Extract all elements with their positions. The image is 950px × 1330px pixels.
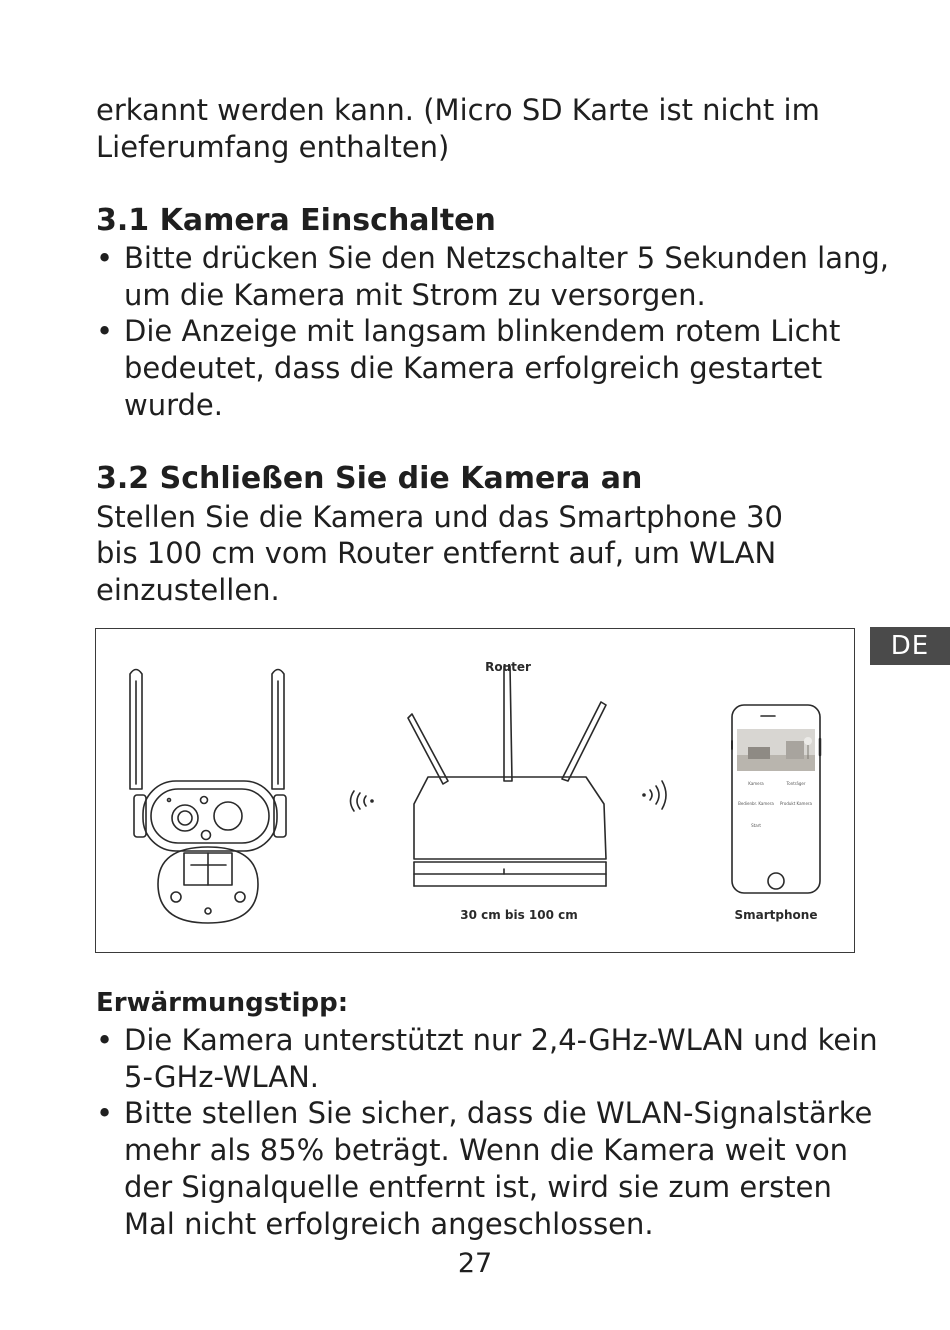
section-heading-3-1: 3.1 Kamera Einschalten (96, 203, 496, 238)
setup-illustration (95, 628, 855, 953)
distance-label: 30 cm bis 100 cm (460, 908, 578, 922)
intro-line-2: Lieferumfang enthalten) (96, 130, 450, 164)
list-item (96, 1022, 896, 1096)
router-icon (408, 666, 606, 886)
router-label: Router (485, 660, 531, 674)
section-heading-3-2: 3.2 Schließen Sie die Kamera an (96, 461, 643, 496)
page-number: 27 (457, 1248, 493, 1279)
smartphone-label: Smartphone (734, 908, 818, 922)
bullet-icon: • (96, 1096, 114, 1130)
intro-line-1: erkannt werden kann. (Micro SD Karte ist nicht im (96, 93, 820, 127)
tip-heading: Erwärmungstipp: (96, 988, 349, 1018)
list-item (96, 240, 896, 314)
phone-screen-label: Start (751, 823, 761, 828)
phone-screen-image (737, 729, 815, 771)
bullet-icon: • (96, 1023, 114, 1057)
phone-screen-label: Tonträger (786, 781, 806, 786)
bullet-icon: • (96, 314, 114, 348)
paragraph-line: Stellen Sie die Kamera und das Smartphone 30 (96, 500, 783, 534)
bullet-text: Die Kamera unterstützt nur 2,4-GHz-WLAN und kein 5-GHz-WLAN. (124, 1023, 878, 1094)
bullet-text: Bitte drücken Sie den Netzschalter 5 Sekunden lang, um die Kamera mit Strom zu versorgen. (124, 241, 889, 312)
paragraph-line: einzustellen. (96, 573, 280, 607)
phone-screen-label: Bedienbr. Kamera (738, 801, 774, 806)
wifi-signal-icon (351, 791, 374, 811)
bullet-icon: • (96, 241, 114, 275)
phone-screen-label: Produkt Kamera (779, 801, 813, 806)
list-item (96, 313, 896, 424)
language-tab: DE (870, 627, 950, 665)
camera-icon (130, 670, 286, 924)
setup-illustration-svg (96, 629, 856, 954)
wifi-signal-icon (643, 781, 666, 809)
bullet-text: Die Anzeige mit langsam blinkendem rotem Licht bedeutet, dass die Kamera erfolgreich gestartet wurde. (124, 314, 841, 422)
paragraph-line: bis 100 cm vom Router entfernt auf, um WLAN (96, 536, 777, 570)
bullet-text: Bitte stellen Sie sicher, dass die WLAN-Signalstärke mehr als 85% beträgt. Wenn die Kamera weit von der Signalquelle entfernt ist, wird sie zum ersten Mal nicht erfolgreich angeschlossen. (124, 1096, 873, 1241)
phone-screen-label: Kamera (748, 781, 764, 786)
list-item (96, 1095, 896, 1243)
